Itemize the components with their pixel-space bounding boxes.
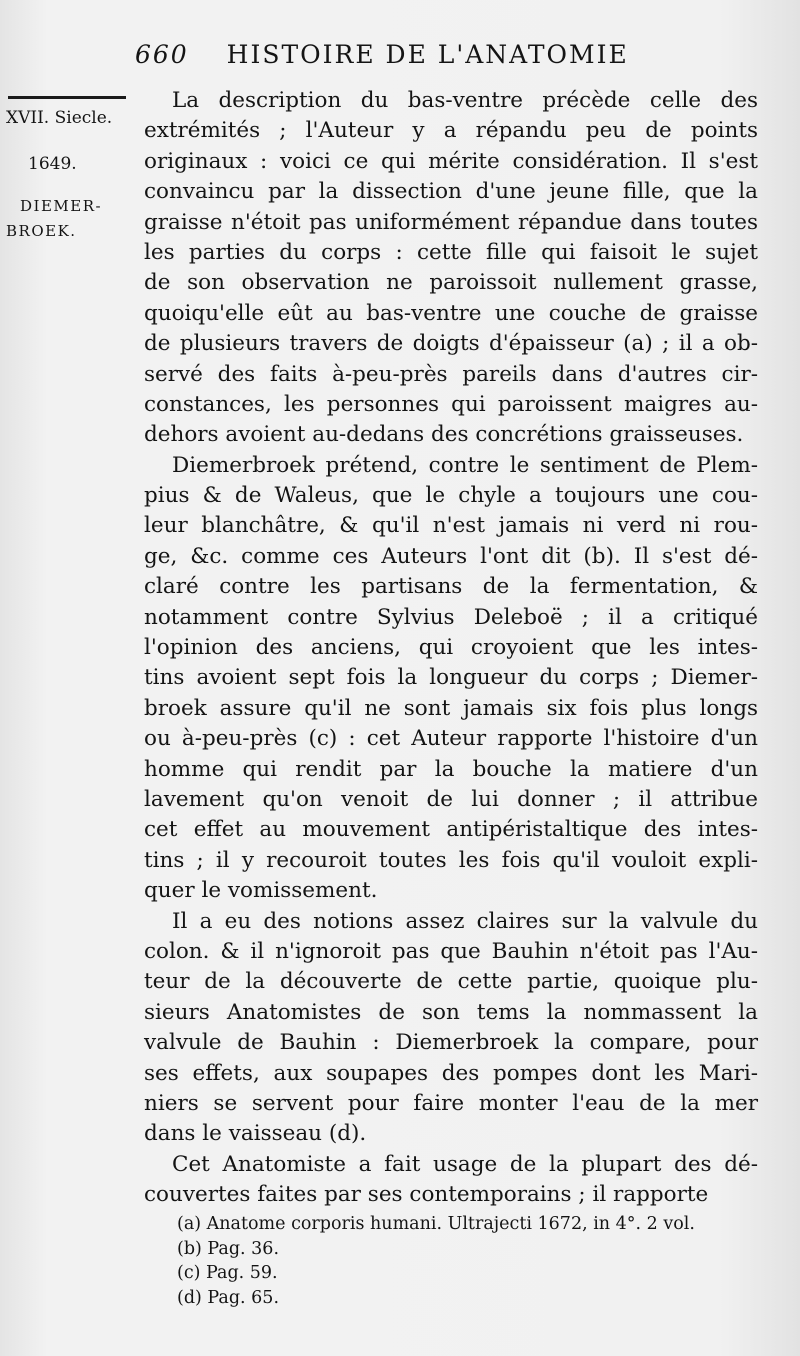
text-line: constances, les personnes qui paroissent maigres au-: [144, 391, 758, 417]
text-line: extrémités ; l'Auteur y a répandu peu de points: [144, 118, 758, 144]
text-line: claré contre les partisans de la fermentation, &: [144, 574, 758, 600]
running-header: [135, 40, 775, 80]
margin-rule: [8, 96, 126, 99]
paragraph: [144, 451, 758, 907]
text-line: niers se servent pour faire monter l'eau de la mer: [144, 1090, 758, 1116]
page-number: 660: [135, 40, 189, 69]
text-line: quer le vomissement.: [144, 878, 378, 904]
text-line: pius & de Waleus, que le chyle a toujours une cou-: [144, 483, 758, 509]
text-line: dehors avoient au-dedans des concrétions graisseuses.: [144, 422, 744, 448]
text-line: l'opinion des anciens, qui croyoient que les intes-: [144, 635, 758, 661]
text-line: dans le vaisseau (d).: [144, 1121, 367, 1147]
text-line: les parties du corps : cette fille qui faisoit le sujet: [144, 239, 758, 265]
footnote-d: (d) Pag. 65.: [177, 1287, 280, 1308]
footnote-c: (c) Pag. 59.: [177, 1263, 278, 1283]
body-text: [144, 86, 758, 1210]
text-line: de plusieurs travers de doigts d'épaisseur (a) ; il a ob-: [144, 331, 758, 357]
text-line: couvertes faites par ses contemporains ; il rapporte: [144, 1182, 709, 1208]
text-line: notamment contre Sylvius Deleboë ; il a critiqué: [144, 604, 758, 630]
margin-note-year: 1649.: [28, 154, 77, 174]
text-line: cet effet au mouvement antipéristaltique des intes-: [144, 817, 758, 843]
text-line: ou à-peu-près (c) : cet Auteur rapporte l'histoire d'un: [144, 726, 758, 752]
text-line: servé des faits à-peu-près pareils dans d'autres cir-: [144, 361, 758, 387]
text-line: Diemerbroek prétend, contre le sentiment de Plem-: [172, 452, 758, 478]
text-line: lavement qu'on venoit de lui donner ; il attribue: [144, 786, 758, 812]
text-line: tins ; il y recouroit toutes les fois qu'il vouloit expli-: [144, 847, 758, 873]
text-line: convaincu par la dissection d'une jeune fille, que la: [144, 179, 758, 205]
text-line: leur blanchâtre, & qu'il n'est jamais ni verd ni rou-: [144, 513, 758, 539]
text-line: homme qui rendit par la bouche la matiere d'un: [144, 756, 758, 782]
footnotes: [177, 1212, 767, 1310]
text-line: de son observation ne paroissoit nullement grasse,: [144, 270, 758, 296]
footnote-b: (b) Pag. 36.: [177, 1238, 280, 1259]
text-line: broek assure qu'il ne sont jamais six fois plus longs: [144, 695, 758, 721]
margin-note-name-continued: BROEK.: [6, 222, 77, 240]
text-line: tins avoient sept fois la longueur du corps ; Diemer-: [144, 665, 758, 691]
text-line: La description du bas-ventre précède celle des: [172, 88, 758, 113]
text-line: colon. & il n'ignoroit pas que Bauhin n'étoit pas l'Au-: [144, 938, 758, 964]
text-line: valvule de Bauhin : Diemerbroek la compare, pour: [144, 1030, 758, 1056]
margin-note-century: XVII. Siecle.: [6, 108, 113, 128]
paragraph: [144, 86, 758, 451]
text-line: graisse n'étoit pas uniformément répandue dans toutes: [144, 209, 758, 235]
text-line: ge, &c. comme ces Auteurs l'ont dit (b). Il s'est dé-: [144, 543, 758, 569]
text-line: quoiqu'elle eût au bas-ventre une couche de graisse: [144, 300, 758, 326]
text-line: sieurs Anatomistes de son tems la nommassent la: [144, 999, 758, 1025]
text-line: originaux : voici ce qui mérite considération. Il s'est: [144, 148, 758, 174]
paragraph: [144, 907, 758, 1150]
text-line: Il a eu des notions assez claires sur la valvule du: [172, 908, 758, 934]
footnote-a: (a) Anatome corporis humani. Ultrajecti 1672, in 4°. 2 vol.: [177, 1214, 695, 1234]
text-line: Cet Anatomiste a fait usage de la plupart des dé-: [172, 1151, 758, 1177]
paragraph: [144, 1150, 758, 1211]
margin-note-name: DIEMER-: [20, 197, 103, 215]
running-title: HISTOIRE DE L'ANATOMIE: [226, 40, 629, 69]
text-line: ses effets, aux soupapes des pompes dont les Mari-: [144, 1060, 758, 1086]
text-line: teur de la découverte de cette partie, quoique plu-: [144, 969, 758, 995]
